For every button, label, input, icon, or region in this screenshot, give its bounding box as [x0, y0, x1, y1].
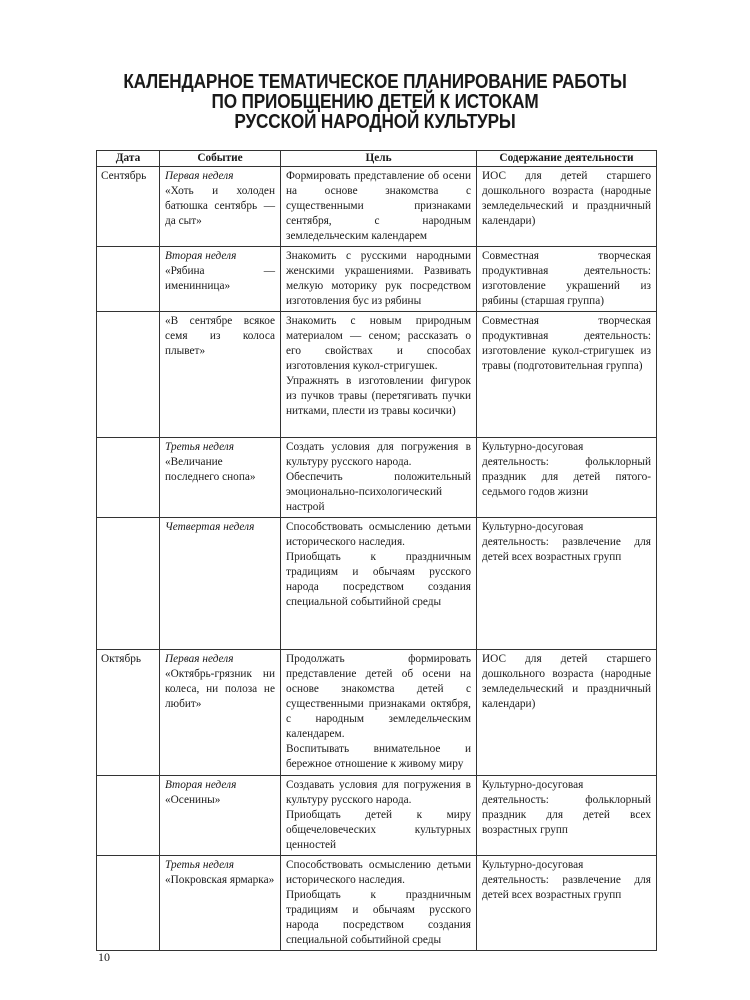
goal-cell	[281, 650, 477, 776]
goal-cell	[281, 518, 477, 650]
title-line: ПО ПРИОБЩЕНИЮ ДЕТЕЙ К ИСТОКАМ	[211, 91, 539, 113]
goal-text: Обеспечить положительный эмоционально-психологический настрой	[286, 471, 471, 513]
event-text: «Осенины»	[165, 794, 221, 806]
header-event: Событие	[160, 151, 281, 167]
event-text: «Хоть и холоден батюшка сентябрь — да сыт»	[165, 185, 275, 227]
date-cell: Сентябрь	[97, 167, 160, 247]
goal-text: Формировать представление об осени на основе знакомства с существенными признаками сентября, с народным земледельческим календарем	[286, 170, 471, 242]
content-cell: Культурно-досуговая деятельность: фольклорный праздник для детей всех возрастных групп	[477, 776, 657, 856]
header-date: Дата	[97, 151, 160, 167]
content-cell: ИОС для детей старшего дошкольного возраста (народные земледельческий и праздничный календари)	[477, 167, 657, 247]
goal-text: Создать условия для погружения в культуру русского народа.	[286, 441, 471, 468]
event-cell	[160, 650, 281, 776]
event-text: «Покровская ярмарка»	[165, 874, 275, 886]
week-label: Четвертая неделя	[165, 521, 255, 533]
week-label: Вторая неделя	[165, 250, 237, 262]
planning-table	[96, 150, 657, 951]
event-text: «Рябина — именинница»	[165, 265, 275, 292]
event-cell	[160, 776, 281, 856]
goal-cell	[281, 856, 477, 951]
goal-text: Знакомить с новым природным материалом — сеном; рассказать о его свойствах и способах изготовления кукол-стригушек.	[286, 315, 471, 372]
content-cell: ИОС для детей старшего дошкольного возраста (народные земледельческий и праздничный календари)	[477, 650, 657, 776]
week-label: Третья неделя	[165, 441, 234, 453]
date-cell	[97, 518, 160, 650]
content-cell: Культурно-досуговая деятельность: развлечение для детей всех возрастных групп	[477, 518, 657, 650]
title-line: КАЛЕНДАРНОЕ ТЕМАТИЧЕСКОЕ ПЛАНИРОВАНИЕ РАБОТЫ	[123, 71, 627, 93]
table-row	[97, 167, 657, 247]
week-label: Первая неделя	[165, 653, 234, 665]
content-cell: Культурно-досуговая деятельность: развлечение для детей всех возрастных групп	[477, 856, 657, 951]
goal-text: Приобщать к праздничным традициям и обычаям русского народа посредством создания специальной событийной среды	[286, 889, 471, 946]
goal-text: Воспитывать внимательное и бережное отношение к живому миру	[286, 743, 471, 770]
goal-text: Создавать условия для погружения в культуру русского народа.	[286, 779, 471, 806]
content-cell: Совместная творческая продуктивная деятельность: изготовление кукол-стригушек из травы (подготовительная группа)	[477, 312, 657, 438]
goal-text: Продолжать формировать представление детей об осени на основе знакомства детей с существенными признаками октября, с народным земледельческим календарем.	[286, 653, 471, 740]
table-row	[97, 247, 657, 312]
goal-cell	[281, 438, 477, 518]
event-text: «Октябрь-грязник ни колеса, ни полоза не любит»	[165, 668, 275, 710]
goal-text: Способствовать осмыслению детьми исторического наследия.	[286, 521, 471, 548]
event-text: «Величание последнего снопа»	[165, 456, 256, 483]
event-cell	[160, 167, 281, 247]
event-cell	[160, 247, 281, 312]
title-line: РУССКОЙ НАРОДНОЙ КУЛЬТУРЫ	[234, 111, 516, 133]
goal-text: Упражнять в изготовлении фигурок из пучков травы (перетягивать пучки нитками, плести из травы косички)	[286, 375, 471, 417]
table-row	[97, 776, 657, 856]
event-cell	[160, 312, 281, 438]
page-title	[53, 72, 698, 132]
goal-text: Знакомить с русскими народными женскими украшениями. Развивать мелкую моторику рук посредством изготовления бус из рябины	[286, 250, 471, 307]
page-number: 10	[98, 950, 110, 964]
goal-cell	[281, 247, 477, 312]
table-header-row	[97, 151, 657, 167]
content-cell: Культурно-досуговая деятельность: фольклорный праздник для детей пятого-седьмого годов жизни	[477, 438, 657, 518]
goal-text: Приобщать детей к миру общечеловеческих культурных ценностей	[286, 809, 471, 851]
table-row	[97, 856, 657, 951]
header-content: Содержание деятельности	[477, 151, 657, 167]
week-label: Вторая неделя	[165, 779, 237, 791]
table-row	[97, 438, 657, 518]
content-cell: Совместная творческая продуктивная деятельность: изготовление украшений из рябины (старшая группа)	[477, 247, 657, 312]
table-row	[97, 650, 657, 776]
date-cell: Октябрь	[97, 650, 160, 776]
event-text: «В сентябре всякое семя из колоса плывет»	[165, 315, 275, 357]
goal-cell	[281, 312, 477, 438]
goal-text: Приобщать к праздничным традициям и обычаям русского народа посредством создания специальной событийной среды	[286, 551, 471, 608]
table-row	[97, 312, 657, 438]
header-goal: Цель	[281, 151, 477, 167]
date-cell	[97, 776, 160, 856]
event-cell	[160, 438, 281, 518]
week-label: Третья неделя	[165, 859, 234, 871]
goal-text: Способствовать осмыслению детьми исторического наследия.	[286, 859, 471, 886]
goal-cell	[281, 167, 477, 247]
week-label: Первая неделя	[165, 170, 234, 182]
event-cell	[160, 856, 281, 951]
date-cell	[97, 312, 160, 438]
date-cell	[97, 856, 160, 951]
goal-cell	[281, 776, 477, 856]
event-cell	[160, 518, 281, 650]
date-cell	[97, 247, 160, 312]
date-cell	[97, 438, 160, 518]
table-row	[97, 518, 657, 650]
